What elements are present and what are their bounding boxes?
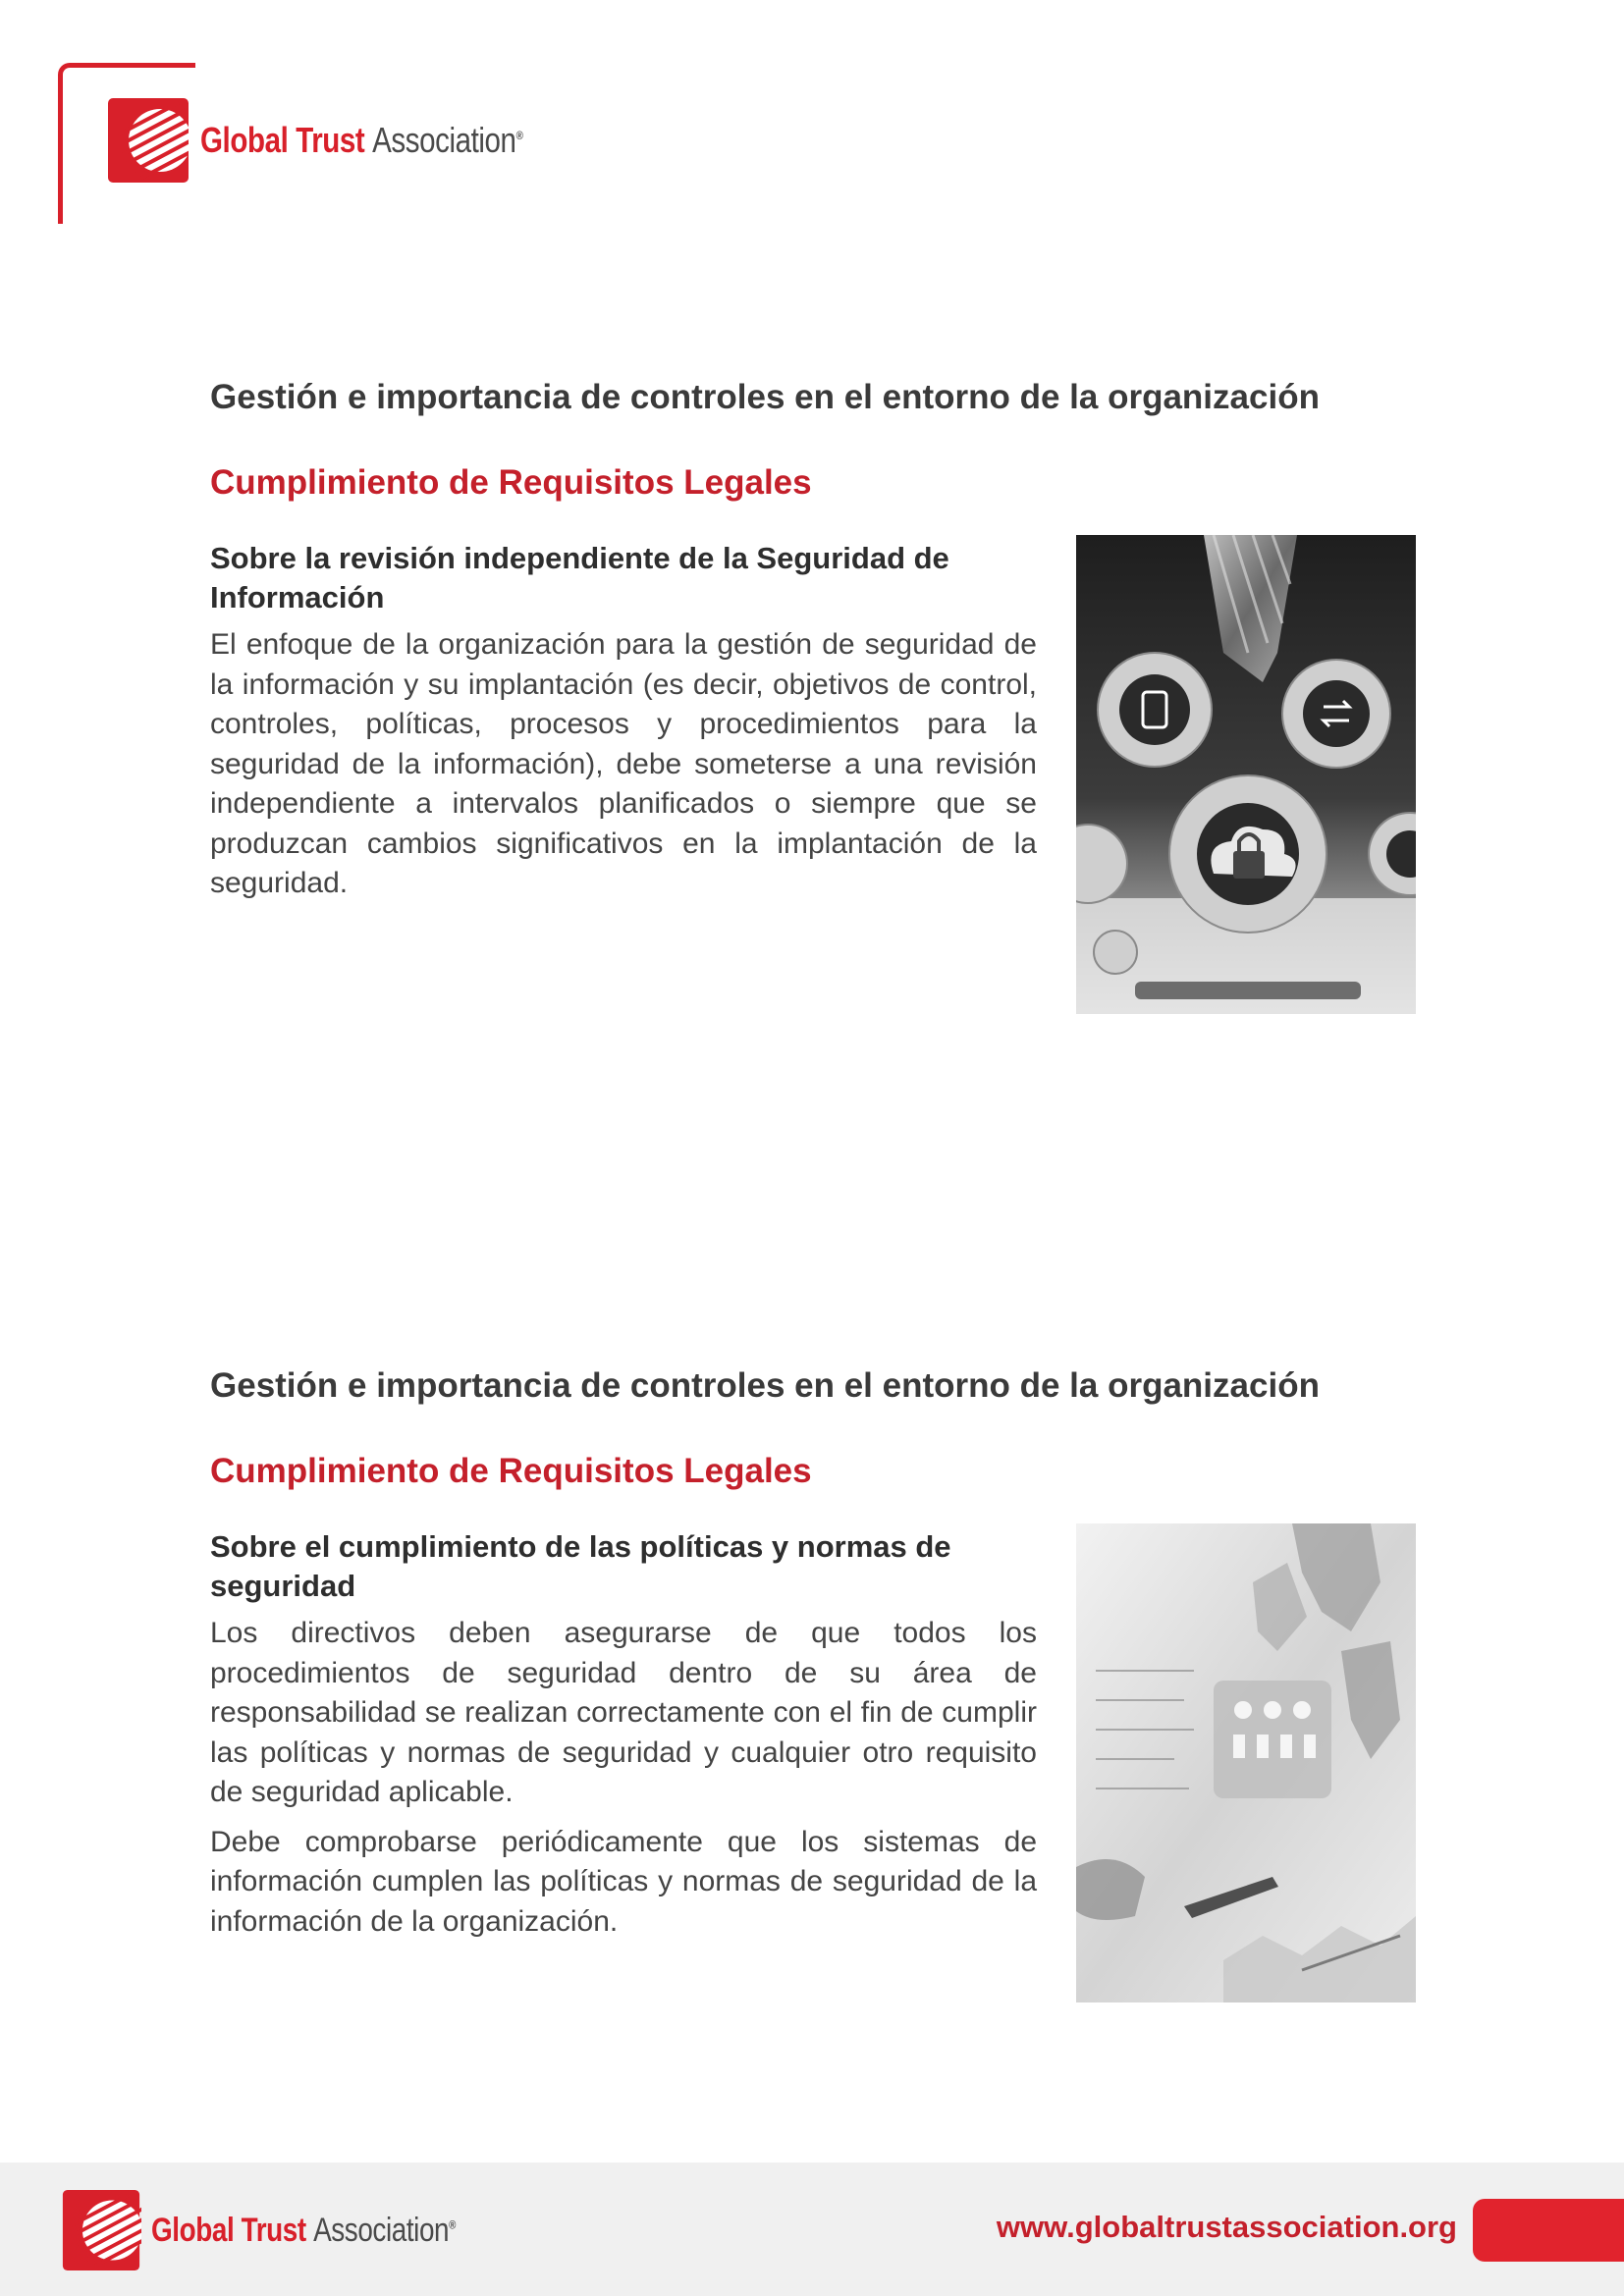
section-title: Gestión e importancia de controles en el entorno de la organización <box>210 378 1320 416</box>
brand-word-trust: Trust <box>296 120 365 160</box>
item-heading: Sobre la revisión independiente de la Seguridad de Información <box>210 541 949 614</box>
globe-stripes-icon <box>61 2190 141 2270</box>
footer-logo[interactable] <box>61 2190 522 2270</box>
brand-name <box>200 120 522 161</box>
brand-word-association: Association <box>313 2211 450 2249</box>
item-paragraph: El enfoque de la organización para la gestión de seguridad de la información y su implantación (es decir, objetivos de control, controles, políticas, procesos y procedimientos para la seguridad de la información), debe someterse a una revisión independiente a intervalos planificados o siempre que se produzcan cambios significativos en la implantación de la seguridad. <box>210 628 1037 899</box>
website-link[interactable]: www.globaltrustassociation.org <box>996 2210 1457 2244</box>
item-paragraph: Debe comprobarse periódicamente que los sistemas de información cumplen las políticas y normas de seguridad de la información de la organización. <box>210 1825 1037 1938</box>
footer-accent-tab <box>1473 2199 1624 2262</box>
section-independent-review <box>210 378 1416 1026</box>
business-world-map-image <box>1076 1523 1416 2002</box>
brand-word-global: Global <box>200 120 289 160</box>
globe-stripes-icon <box>108 98 189 183</box>
section-title: Gestión e importancia de controles en el entorno de la organización <box>210 1366 1320 1405</box>
section-text <box>210 1527 1037 1951</box>
gears-padlock-cloud-image <box>1076 535 1416 1014</box>
page-footer <box>0 2163 1624 2296</box>
registered-mark: ® <box>449 2217 456 2232</box>
brand-name <box>151 2212 456 2250</box>
item-heading: Sobre el cumplimiento de las políticas y normas de seguridad <box>210 1529 951 1603</box>
item-paragraph: Los directivos deben asegurarse de que todos los procedimientos de seguridad dentro de su área de responsabilidad se realizan correctamente con el fin de cumplir las políticas y normas de seguridad y cualquier otro requisito de seguridad aplicable. <box>210 1617 1037 1808</box>
header-logo[interactable] <box>108 98 594 183</box>
brand-word-global: Global <box>151 2211 235 2249</box>
section-text <box>210 539 1037 914</box>
brand-word-trust: Trust <box>241 2211 306 2249</box>
section-policy-compliance <box>210 1366 1416 2014</box>
section-subtitle: Cumplimiento de Requisitos Legales <box>210 1452 812 1490</box>
section-subtitle: Cumplimiento de Requisitos Legales <box>210 463 812 502</box>
registered-mark: ® <box>515 129 523 142</box>
brand-word-association: Association <box>372 120 516 160</box>
